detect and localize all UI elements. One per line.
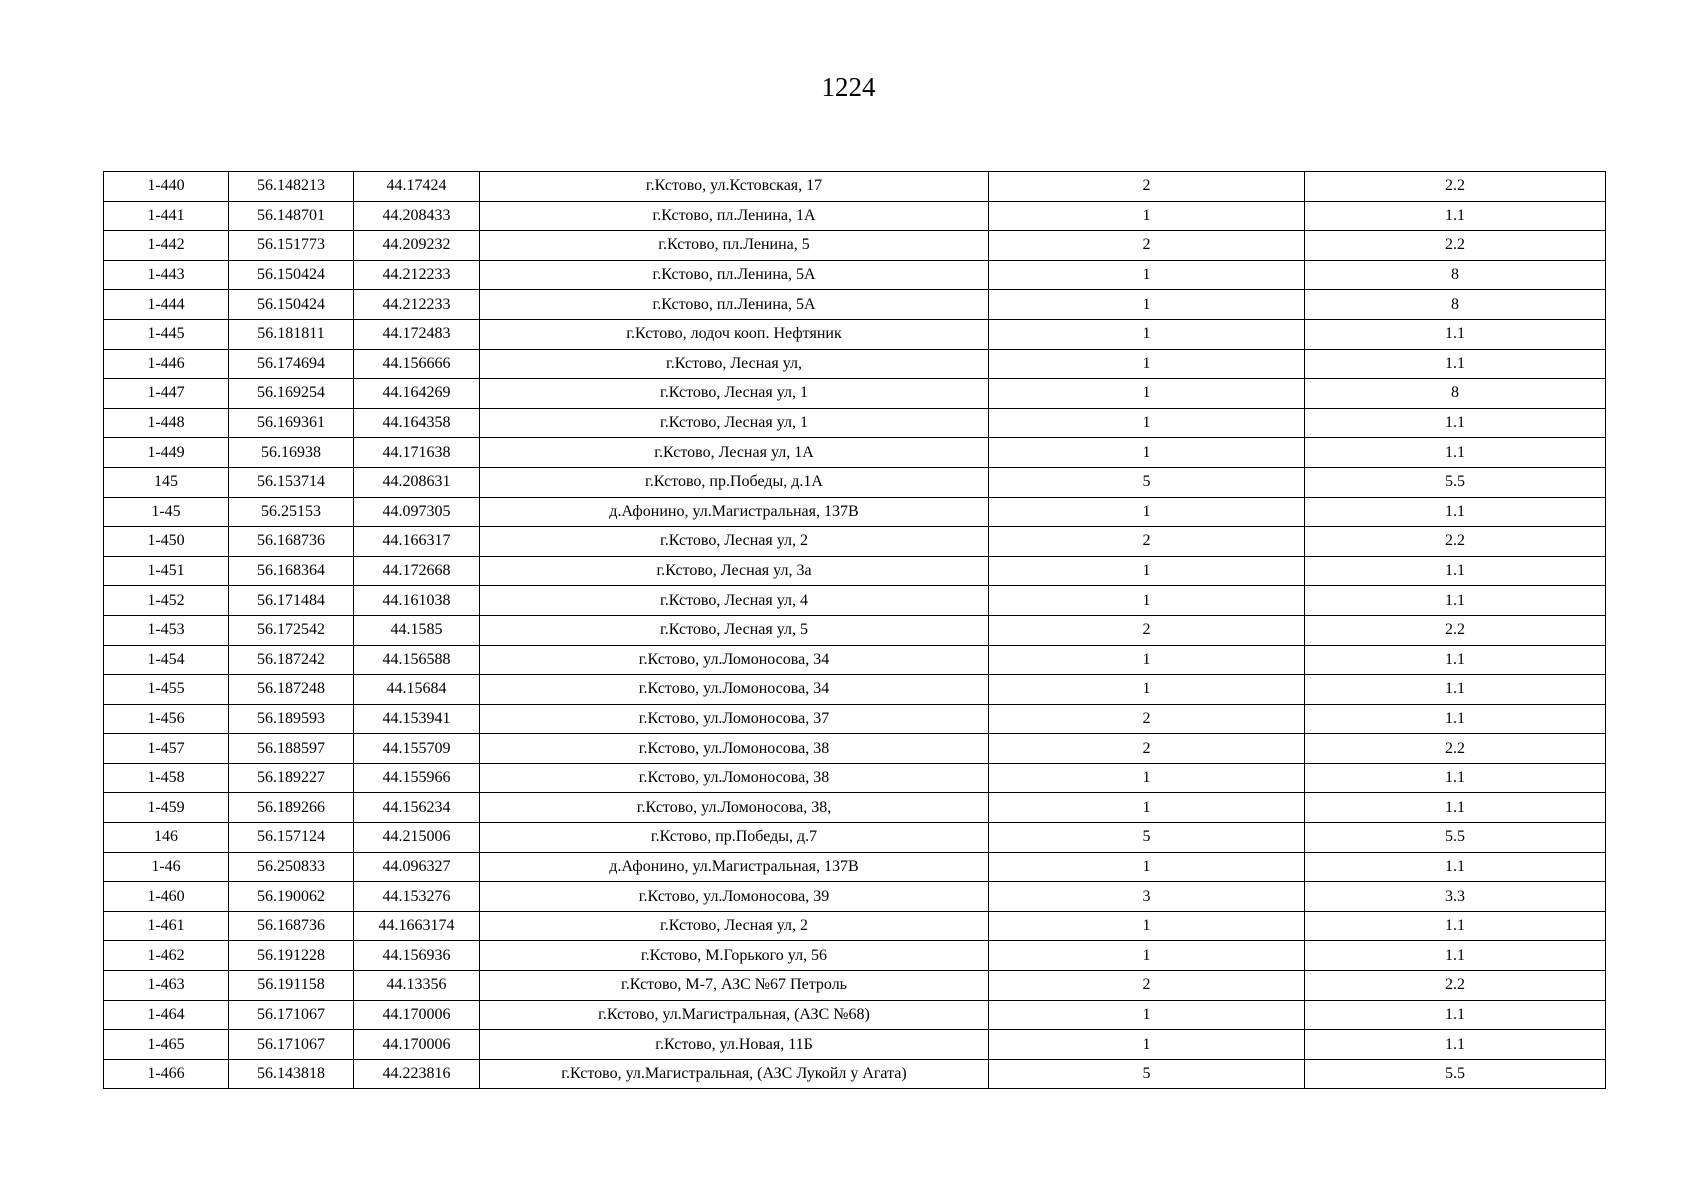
table-row — [104, 231, 1606, 261]
value-cell: 1.1 — [1305, 408, 1606, 438]
count-cell: 2 — [989, 971, 1305, 1001]
value-cell: 2.2 — [1305, 971, 1606, 1001]
value-cell: 1.1 — [1305, 911, 1606, 941]
longitude-cell: 44.156666 — [354, 349, 480, 379]
table-row — [104, 793, 1606, 823]
value-cell: 1.1 — [1305, 852, 1606, 882]
value-cell: 2.2 — [1305, 231, 1606, 261]
count-cell: 2 — [989, 704, 1305, 734]
longitude-cell: 44.208433 — [354, 201, 480, 231]
longitude-cell: 44.166317 — [354, 527, 480, 557]
address-cell: г.Кстово, ул.Новая, 11Б — [480, 1030, 989, 1060]
longitude-cell: 44.156588 — [354, 645, 480, 675]
address-cell: г.Кстово, Лесная ул, 1 — [480, 408, 989, 438]
longitude-cell: 44.172483 — [354, 319, 480, 349]
table-row — [104, 1000, 1606, 1030]
page-number: 1224 — [821, 72, 876, 102]
table-row — [104, 319, 1606, 349]
count-cell: 1 — [989, 319, 1305, 349]
latitude-cell: 56.250833 — [229, 852, 354, 882]
count-cell: 1 — [989, 556, 1305, 586]
table-row — [104, 438, 1606, 468]
longitude-cell: 44.171638 — [354, 438, 480, 468]
latitude-cell: 56.191228 — [229, 941, 354, 971]
id-cell: 1-453 — [104, 615, 229, 645]
latitude-cell: 56.148701 — [229, 201, 354, 231]
count-cell: 1 — [989, 852, 1305, 882]
table-row — [104, 408, 1606, 438]
table-row — [104, 260, 1606, 290]
id-cell: 1-45 — [104, 497, 229, 527]
value-cell: 8 — [1305, 379, 1606, 409]
id-cell: 1-456 — [104, 704, 229, 734]
value-cell: 1.1 — [1305, 793, 1606, 823]
address-cell: г.Кстово, пл.Ленина, 1А — [480, 201, 989, 231]
count-cell: 1 — [989, 941, 1305, 971]
table-row — [104, 1059, 1606, 1089]
count-cell: 1 — [989, 260, 1305, 290]
address-cell: г.Кстово, ул.Ломоносова, 38, — [480, 793, 989, 823]
address-cell: г.Кстово, ул.Ломоносова, 39 — [480, 882, 989, 912]
longitude-cell: 44.170006 — [354, 1030, 480, 1060]
address-cell: г.Кстово, М-7, АЗС №67 Петроль — [480, 971, 989, 1001]
count-cell: 3 — [989, 882, 1305, 912]
address-cell: г.Кстово, пр.Победы, д.7 — [480, 823, 989, 853]
table-row — [104, 379, 1606, 409]
id-cell: 1-46 — [104, 852, 229, 882]
count-cell: 2 — [989, 527, 1305, 557]
table-row — [104, 349, 1606, 379]
count-cell: 2 — [989, 615, 1305, 645]
address-cell: г.Кстово, ул.Магистральная, (АЗС №68) — [480, 1000, 989, 1030]
table-row — [104, 675, 1606, 705]
value-cell: 1.1 — [1305, 201, 1606, 231]
id-cell: 1-458 — [104, 763, 229, 793]
table-row — [104, 852, 1606, 882]
latitude-cell: 56.187242 — [229, 645, 354, 675]
longitude-cell: 44.156936 — [354, 941, 480, 971]
longitude-cell: 44.209232 — [354, 231, 480, 261]
address-cell: г.Кстово, ул.Ломоносова, 38 — [480, 734, 989, 764]
id-cell: 1-462 — [104, 941, 229, 971]
id-cell: 1-455 — [104, 675, 229, 705]
address-cell: г.Кстово, ул.Ломоносова, 34 — [480, 675, 989, 705]
longitude-cell: 44.208631 — [354, 467, 480, 497]
latitude-cell: 56.189593 — [229, 704, 354, 734]
latitude-cell: 56.174694 — [229, 349, 354, 379]
latitude-cell: 56.191158 — [229, 971, 354, 1001]
value-cell: 1.1 — [1305, 586, 1606, 616]
longitude-cell: 44.212233 — [354, 290, 480, 320]
latitude-cell: 56.25153 — [229, 497, 354, 527]
count-cell: 5 — [989, 823, 1305, 853]
longitude-cell: 44.1663174 — [354, 911, 480, 941]
count-cell: 1 — [989, 645, 1305, 675]
address-cell: г.Кстово, пл.Ленина, 5А — [480, 290, 989, 320]
count-cell: 1 — [989, 379, 1305, 409]
id-cell: 1-464 — [104, 1000, 229, 1030]
id-cell: 1-443 — [104, 260, 229, 290]
value-cell: 2.2 — [1305, 734, 1606, 764]
value-cell: 8 — [1305, 260, 1606, 290]
id-cell: 1-449 — [104, 438, 229, 468]
longitude-cell: 44.097305 — [354, 497, 480, 527]
latitude-cell: 56.150424 — [229, 260, 354, 290]
id-cell: 1-451 — [104, 556, 229, 586]
table-row — [104, 734, 1606, 764]
table-body — [104, 172, 1606, 1089]
count-cell: 5 — [989, 1059, 1305, 1089]
address-cell: г.Кстово, Лесная ул, 5 — [480, 615, 989, 645]
latitude-cell: 56.172542 — [229, 615, 354, 645]
id-cell: 146 — [104, 823, 229, 853]
count-cell: 1 — [989, 201, 1305, 231]
count-cell: 2 — [989, 734, 1305, 764]
address-cell: г.Кстово, ул.Ломоносова, 37 — [480, 704, 989, 734]
table-row — [104, 172, 1606, 202]
value-cell: 1.1 — [1305, 763, 1606, 793]
latitude-cell: 56.189227 — [229, 763, 354, 793]
id-cell: 1-442 — [104, 231, 229, 261]
id-cell: 1-444 — [104, 290, 229, 320]
latitude-cell: 56.169361 — [229, 408, 354, 438]
latitude-cell: 56.168364 — [229, 556, 354, 586]
address-cell: г.Кстово, Лесная ул, 2 — [480, 911, 989, 941]
latitude-cell: 56.188597 — [229, 734, 354, 764]
longitude-cell: 44.155709 — [354, 734, 480, 764]
count-cell: 1 — [989, 1030, 1305, 1060]
id-cell: 1-450 — [104, 527, 229, 557]
id-cell: 1-460 — [104, 882, 229, 912]
table-row — [104, 911, 1606, 941]
longitude-cell: 44.13356 — [354, 971, 480, 1001]
value-cell: 1.1 — [1305, 556, 1606, 586]
value-cell: 2.2 — [1305, 615, 1606, 645]
count-cell: 2 — [989, 172, 1305, 202]
longitude-cell: 44.1585 — [354, 615, 480, 645]
latitude-cell: 56.171067 — [229, 1000, 354, 1030]
longitude-cell: 44.161038 — [354, 586, 480, 616]
value-cell: 1.1 — [1305, 1000, 1606, 1030]
address-cell: г.Кстово, пл.Ленина, 5 — [480, 231, 989, 261]
longitude-cell: 44.212233 — [354, 260, 480, 290]
value-cell: 5.5 — [1305, 823, 1606, 853]
address-cell: г.Кстово, Лесная ул, 1А — [480, 438, 989, 468]
longitude-cell: 44.170006 — [354, 1000, 480, 1030]
table-row — [104, 882, 1606, 912]
longitude-cell: 44.156234 — [354, 793, 480, 823]
address-cell: г.Кстово, Лесная ул, — [480, 349, 989, 379]
table-row — [104, 497, 1606, 527]
longitude-cell: 44.17424 — [354, 172, 480, 202]
count-cell: 1 — [989, 497, 1305, 527]
address-cell: г.Кстово, ул.Кстовская, 17 — [480, 172, 989, 202]
value-cell: 1.1 — [1305, 1030, 1606, 1060]
longitude-cell: 44.164358 — [354, 408, 480, 438]
id-cell: 1-447 — [104, 379, 229, 409]
value-cell: 1.1 — [1305, 704, 1606, 734]
id-cell: 1-445 — [104, 319, 229, 349]
latitude-cell: 56.153714 — [229, 467, 354, 497]
value-cell: 8 — [1305, 290, 1606, 320]
longitude-cell: 44.164269 — [354, 379, 480, 409]
address-cell: г.Кстово, Лесная ул, 1 — [480, 379, 989, 409]
address-cell: г.Кстово, Лесная ул, 2 — [480, 527, 989, 557]
address-cell: г.Кстово, лодоч кооп. Нефтяник — [480, 319, 989, 349]
table-row — [104, 971, 1606, 1001]
table-row — [104, 704, 1606, 734]
table-row — [104, 527, 1606, 557]
value-cell: 1.1 — [1305, 941, 1606, 971]
count-cell: 1 — [989, 349, 1305, 379]
latitude-cell: 56.171484 — [229, 586, 354, 616]
count-cell: 1 — [989, 911, 1305, 941]
address-cell: г.Кстово, Лесная ул, 4 — [480, 586, 989, 616]
id-cell: 1-457 — [104, 734, 229, 764]
latitude-cell: 56.168736 — [229, 911, 354, 941]
latitude-cell: 56.189266 — [229, 793, 354, 823]
value-cell: 2.2 — [1305, 172, 1606, 202]
latitude-cell: 56.190062 — [229, 882, 354, 912]
id-cell: 1-446 — [104, 349, 229, 379]
latitude-cell: 56.181811 — [229, 319, 354, 349]
id-cell: 1-441 — [104, 201, 229, 231]
table-row — [104, 586, 1606, 616]
value-cell: 1.1 — [1305, 438, 1606, 468]
table-row — [104, 201, 1606, 231]
value-cell: 1.1 — [1305, 645, 1606, 675]
address-cell: г.Кстово, М.Горького ул, 56 — [480, 941, 989, 971]
id-cell: 1-466 — [104, 1059, 229, 1089]
longitude-cell: 44.153276 — [354, 882, 480, 912]
table-row — [104, 615, 1606, 645]
value-cell: 2.2 — [1305, 527, 1606, 557]
table-row — [104, 645, 1606, 675]
address-cell: г.Кстово, ул.Ломоносова, 38 — [480, 763, 989, 793]
address-cell: г.Кстово, пр.Победы, д.1А — [480, 467, 989, 497]
latitude-cell: 56.148213 — [229, 172, 354, 202]
id-cell: 145 — [104, 467, 229, 497]
longitude-cell: 44.15684 — [354, 675, 480, 705]
count-cell: 1 — [989, 408, 1305, 438]
latitude-cell: 56.150424 — [229, 290, 354, 320]
count-cell: 1 — [989, 1000, 1305, 1030]
address-cell: г.Кстово, ул.Магистральная, (АЗС Лукойл у Агата) — [480, 1059, 989, 1089]
table-row — [104, 763, 1606, 793]
value-cell: 1.1 — [1305, 497, 1606, 527]
count-cell: 1 — [989, 675, 1305, 705]
id-cell: 1-463 — [104, 971, 229, 1001]
count-cell: 2 — [989, 231, 1305, 261]
latitude-cell: 56.143818 — [229, 1059, 354, 1089]
latitude-cell: 56.171067 — [229, 1030, 354, 1060]
id-cell: 1-452 — [104, 586, 229, 616]
longitude-cell: 44.096327 — [354, 852, 480, 882]
id-cell: 1-461 — [104, 911, 229, 941]
table-row — [104, 1030, 1606, 1060]
table-row — [104, 941, 1606, 971]
value-cell: 1.1 — [1305, 349, 1606, 379]
address-cell: д.Афонино, ул.Магистральная, 137В — [480, 497, 989, 527]
table-row — [104, 823, 1606, 853]
latitude-cell: 56.168736 — [229, 527, 354, 557]
latitude-cell: 56.187248 — [229, 675, 354, 705]
latitude-cell: 56.16938 — [229, 438, 354, 468]
table-row — [104, 290, 1606, 320]
longitude-cell: 44.215006 — [354, 823, 480, 853]
latitude-cell: 56.169254 — [229, 379, 354, 409]
table-row — [104, 556, 1606, 586]
address-cell: д.Афонино, ул.Магистральная, 137В — [480, 852, 989, 882]
value-cell: 1.1 — [1305, 319, 1606, 349]
latitude-cell: 56.151773 — [229, 231, 354, 261]
value-cell: 5.5 — [1305, 467, 1606, 497]
count-cell: 1 — [989, 793, 1305, 823]
id-cell: 1-448 — [104, 408, 229, 438]
address-cell: г.Кстово, Лесная ул, 3а — [480, 556, 989, 586]
address-cell: г.Кстово, пл.Ленина, 5А — [480, 260, 989, 290]
id-cell: 1-465 — [104, 1030, 229, 1060]
latitude-cell: 56.157124 — [229, 823, 354, 853]
count-cell: 1 — [989, 586, 1305, 616]
id-cell: 1-440 — [104, 172, 229, 202]
longitude-cell: 44.223816 — [354, 1059, 480, 1089]
count-cell: 1 — [989, 290, 1305, 320]
count-cell: 1 — [989, 438, 1305, 468]
value-cell: 5.5 — [1305, 1059, 1606, 1089]
count-cell: 5 — [989, 467, 1305, 497]
table-row — [104, 467, 1606, 497]
address-cell: г.Кстово, ул.Ломоносова, 34 — [480, 645, 989, 675]
longitude-cell: 44.153941 — [354, 704, 480, 734]
id-cell: 1-459 — [104, 793, 229, 823]
value-cell: 1.1 — [1305, 675, 1606, 705]
longitude-cell: 44.172668 — [354, 556, 480, 586]
data-table — [103, 171, 1606, 1089]
count-cell: 1 — [989, 763, 1305, 793]
id-cell: 1-454 — [104, 645, 229, 675]
value-cell: 3.3 — [1305, 882, 1606, 912]
longitude-cell: 44.155966 — [354, 763, 480, 793]
